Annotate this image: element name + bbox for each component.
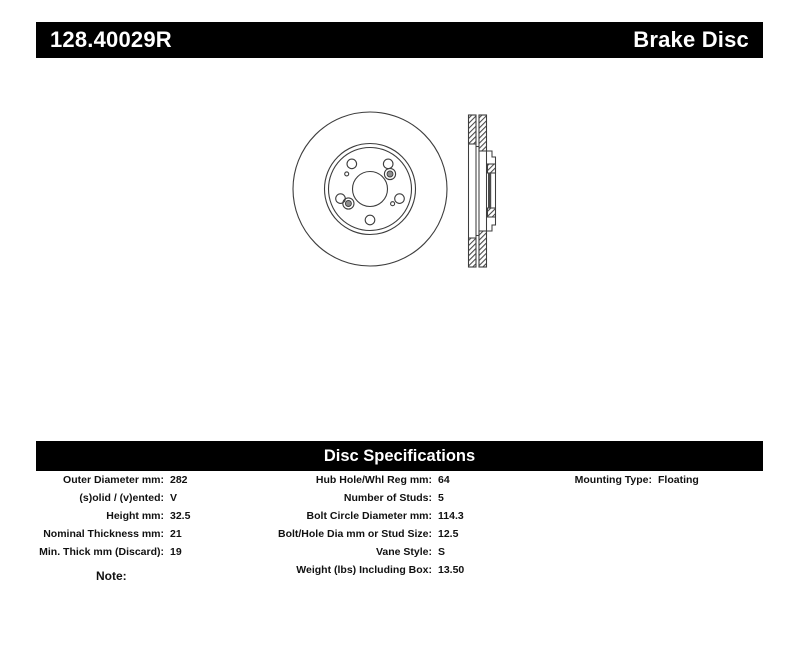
spec-value: Floating: [658, 474, 699, 486]
spec-value: V: [170, 492, 178, 504]
hat-ring-outer: [325, 144, 416, 235]
product-title: Brake Disc: [633, 27, 749, 52]
hat-ring-inner: [329, 148, 412, 231]
spec-label: Nominal Thickness mm:: [43, 528, 164, 540]
stud-hole: [347, 159, 357, 169]
set-screw-hole: [343, 198, 354, 209]
spec-label: Bolt Circle Diameter mm:: [306, 510, 432, 522]
header-bar: [36, 22, 763, 58]
center-bore: [353, 172, 388, 207]
spec-row-number-of-studs: [237, 489, 464, 507]
spec-section-title: Disc Specifications: [323, 446, 476, 465]
stud-hole: [365, 215, 375, 225]
spec-row-bolt-hole-dia: [237, 525, 464, 543]
brake-disc-section-view: [469, 115, 496, 267]
flange-hatch: [488, 164, 496, 173]
spec-label: Height mm:: [106, 510, 164, 522]
spec-label: Hub Hole/Whl Reg mm:: [315, 474, 432, 486]
spec-label: Bolt/Hole Dia mm or Stud Size:: [277, 528, 432, 540]
spec-row-hub-hole: [237, 471, 464, 489]
spec-row-vane-style: [237, 543, 464, 561]
section-hatch: [469, 238, 477, 267]
stud-hole: [336, 194, 346, 204]
alignment-hole: [345, 172, 349, 176]
spec-column-1: [36, 471, 190, 561]
technical-drawing: [283, 103, 505, 275]
spec-section-bar: [36, 441, 763, 471]
section-hatch: [479, 231, 487, 267]
spec-row-solid-vented: [36, 489, 190, 507]
spec-row-mounting-type: [457, 471, 699, 489]
spec-label: Min. Thick mm (Discard):: [39, 546, 164, 558]
spec-value: 13.50: [438, 564, 465, 576]
note-label: Note:: [96, 569, 127, 583]
spec-label: Weight (lbs) Including Box:: [296, 564, 432, 576]
brake-disc-front-view: [293, 112, 447, 266]
spec-label: (s)olid / (v)ented:: [79, 492, 164, 504]
spec-row-nominal-thickness: [36, 525, 190, 543]
spec-column-2: [237, 471, 464, 579]
part-number: 128.40029R: [50, 27, 172, 52]
spec-value: 282: [170, 474, 188, 486]
spec-row-min-thick: [36, 543, 190, 561]
set-screw-hole: [384, 168, 395, 179]
spec-value: 12.5: [438, 528, 459, 540]
stud-hole: [383, 159, 393, 169]
section-hatch: [479, 115, 487, 151]
spec-value: S: [438, 546, 446, 558]
alignment-hole: [391, 202, 395, 206]
spec-value: 5: [438, 492, 444, 504]
spec-row-outer-diameter: [36, 471, 190, 489]
spec-row-height: [36, 507, 190, 525]
spec-value: 64: [438, 474, 450, 486]
spec-row-bolt-circle: [237, 507, 464, 525]
spec-column-3: [457, 471, 699, 489]
spec-row-weight: [237, 561, 464, 579]
spec-label: Vane Style:: [375, 546, 432, 558]
spec-value: 114.3: [438, 510, 464, 522]
hat-wall: [488, 173, 491, 208]
flange-hatch: [488, 208, 496, 217]
spec-value: 19: [170, 546, 182, 558]
spec-label: Outer Diameter mm:: [63, 474, 164, 486]
section-hatch: [469, 115, 477, 144]
spec-label: Mounting Type:: [574, 474, 652, 486]
rotor-outer-edge: [293, 112, 447, 266]
spec-label: Number of Studs:: [343, 492, 432, 504]
spec-value: 32.5: [170, 510, 191, 522]
spec-value: 21: [170, 528, 182, 540]
stud-hole: [395, 194, 405, 204]
